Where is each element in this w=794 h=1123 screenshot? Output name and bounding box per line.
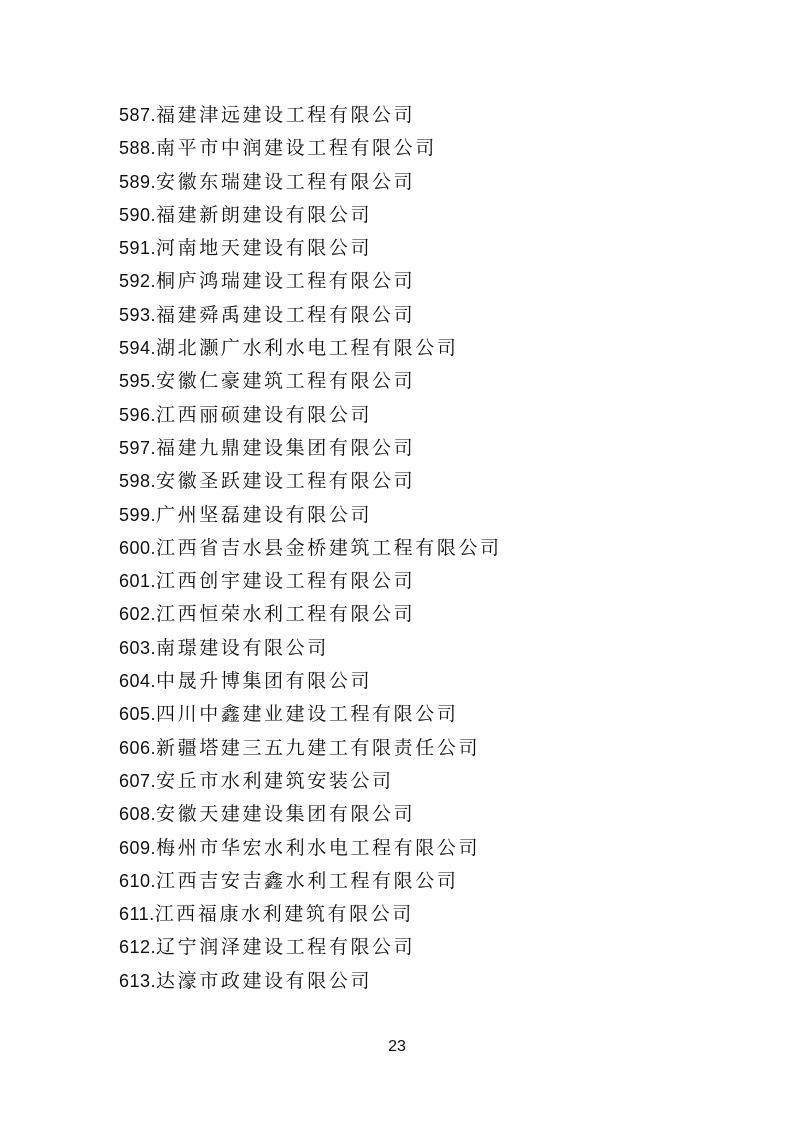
list-item-number: 598. bbox=[119, 471, 157, 492]
list-item-number: 590. bbox=[119, 204, 157, 225]
list-item bbox=[119, 166, 719, 199]
list-item-company-name: 四川中鑫建业建设工程有限公司 bbox=[156, 703, 459, 726]
list-item bbox=[119, 965, 719, 998]
list-item bbox=[119, 399, 719, 432]
list-item-company-name: 桐庐鸿瑞建设工程有限公司 bbox=[156, 270, 416, 293]
list-item-number: 595. bbox=[119, 371, 157, 392]
list-item-company-name: 福建津远建设工程有限公司 bbox=[156, 104, 416, 126]
list-item-number: 591. bbox=[119, 238, 157, 259]
list-item bbox=[119, 931, 719, 964]
list-item-company-name: 江西省吉水县金桥建筑工程有限公司 bbox=[156, 536, 502, 559]
list-item-company-name: 江西丽硕建设有限公司 bbox=[156, 403, 373, 426]
list-item-company-name: 安丘市水利建筑安装公司 bbox=[156, 769, 394, 792]
list-item bbox=[119, 565, 719, 598]
list-item-company-name: 江西创宇建设工程有限公司 bbox=[156, 570, 416, 593]
list-item bbox=[119, 99, 719, 132]
list-item-company-name: 福建舜禹建设工程有限公司 bbox=[156, 303, 416, 326]
list-item-number: 600. bbox=[119, 537, 157, 558]
list-item bbox=[119, 865, 719, 898]
list-item-company-name: 安徽仁豪建筑工程有限公司 bbox=[156, 370, 416, 393]
list-item-company-name: 江西吉安吉鑫水利工程有限公司 bbox=[156, 869, 459, 892]
list-item-number: 593. bbox=[119, 304, 157, 325]
list-item-number: 607. bbox=[119, 770, 157, 791]
list-item-company-name: 江西福康水利建筑有限公司 bbox=[154, 903, 414, 926]
list-item-number: 606. bbox=[119, 737, 157, 758]
list-item-number: 594. bbox=[119, 338, 157, 359]
list-item-number: 597. bbox=[119, 437, 157, 458]
list-item-company-name: 广州坚磊建设有限公司 bbox=[156, 503, 373, 526]
list-item bbox=[119, 832, 719, 865]
list-item-number: 605. bbox=[119, 704, 157, 725]
list-item-number: 602. bbox=[119, 604, 157, 625]
list-item bbox=[119, 332, 719, 365]
list-item bbox=[119, 798, 719, 831]
list-item-number: 592. bbox=[119, 271, 157, 292]
list-item-number: 588. bbox=[119, 138, 157, 159]
list-item-number: 610. bbox=[119, 870, 157, 891]
list-item-company-name: 安徽东瑞建设工程有限公司 bbox=[156, 170, 416, 193]
list-item-company-name: 安徽圣跃建设工程有限公司 bbox=[156, 470, 416, 493]
list-item bbox=[119, 598, 719, 631]
list-item bbox=[119, 299, 719, 332]
list-item-company-name: 福建新朗建设有限公司 bbox=[156, 203, 373, 226]
list-item bbox=[119, 732, 719, 765]
list-item-number: 613. bbox=[119, 970, 157, 991]
list-item-number: 589. bbox=[119, 171, 157, 192]
list-item-number: 604. bbox=[119, 671, 157, 692]
list-item-company-name: 辽宁润泽建设工程有限公司 bbox=[156, 936, 416, 959]
list-item bbox=[119, 232, 719, 265]
list-item-number: 612. bbox=[119, 937, 157, 958]
list-item-company-name: 安徽天建建设集团有限公司 bbox=[156, 803, 416, 826]
list-item bbox=[119, 365, 719, 398]
list-item-company-name: 新疆塔建三五九建工有限责任公司 bbox=[156, 736, 481, 759]
list-item bbox=[119, 132, 719, 165]
list-item-number: 599. bbox=[119, 504, 157, 525]
page-number: 23 bbox=[388, 1038, 406, 1055]
list-item bbox=[119, 465, 719, 498]
list-item bbox=[119, 698, 719, 731]
list-item-company-name: 梅州市华宏水利水电工程有限公司 bbox=[156, 836, 481, 859]
list-item-company-name: 福建九鼎建设集团有限公司 bbox=[156, 436, 416, 459]
list-item-number: 611. bbox=[119, 904, 155, 925]
list-item-company-name: 南璟建设有限公司 bbox=[156, 636, 329, 659]
list-item-number: 601. bbox=[119, 571, 157, 592]
list-item-company-name: 达濠市政建设有限公司 bbox=[156, 969, 373, 992]
list-item bbox=[119, 665, 719, 698]
list-item-company-name: 江西恒荣水利工程有限公司 bbox=[156, 603, 416, 626]
list-item bbox=[119, 532, 719, 565]
list-item-number: 603. bbox=[119, 637, 157, 658]
list-item bbox=[119, 632, 719, 665]
list-item-company-name: 湖北灏广水利水电工程有限公司 bbox=[156, 337, 459, 360]
list-item-number: 608. bbox=[119, 804, 157, 825]
company-list bbox=[119, 99, 719, 998]
list-item-company-name: 南平市中润建设工程有限公司 bbox=[156, 137, 437, 160]
list-item-number: 587. bbox=[119, 105, 157, 125]
list-item bbox=[119, 432, 719, 465]
list-item bbox=[119, 499, 719, 532]
list-item-company-name: 中晟升博集团有限公司 bbox=[156, 670, 373, 693]
list-item bbox=[119, 765, 719, 798]
list-item bbox=[119, 265, 719, 298]
list-item bbox=[119, 898, 719, 931]
list-item-number: 596. bbox=[119, 404, 157, 425]
list-item bbox=[119, 199, 719, 232]
list-item-number: 609. bbox=[119, 837, 157, 858]
list-item-company-name: 河南地天建设有限公司 bbox=[156, 237, 373, 260]
